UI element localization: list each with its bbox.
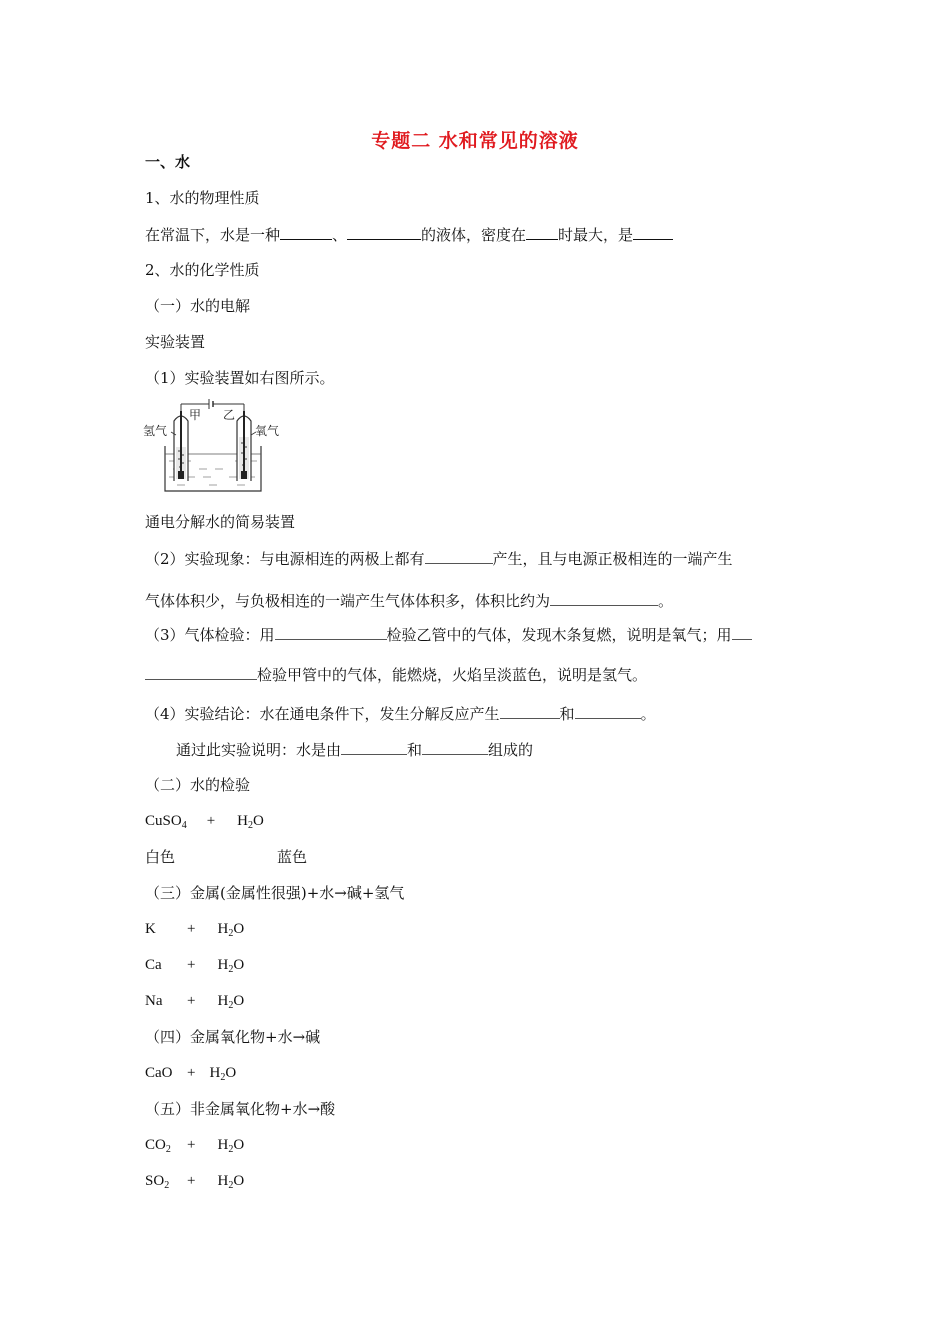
blank[interactable] bbox=[633, 224, 673, 240]
part-metal-oxide: （四）金属氧化物+水→碱 bbox=[145, 1028, 321, 1046]
step-3-line2 bbox=[145, 664, 647, 685]
subscript: 2 bbox=[228, 928, 234, 939]
label-yi: 乙 bbox=[223, 408, 236, 422]
cao-equation bbox=[145, 1063, 236, 1083]
part-electrolysis: （一）水的电解 bbox=[145, 297, 251, 315]
formula bbox=[145, 1171, 187, 1191]
blank[interactable] bbox=[422, 739, 488, 755]
text: 在常温下，水是一种 bbox=[145, 226, 281, 244]
formula-main: SO bbox=[145, 1173, 165, 1189]
blank[interactable] bbox=[732, 624, 752, 640]
subscript: 2 bbox=[228, 1000, 234, 1011]
setup-heading: 实验装置 bbox=[145, 333, 206, 351]
blue-label: 蓝色 bbox=[277, 848, 308, 866]
metal: K bbox=[145, 921, 156, 937]
formula: H bbox=[237, 813, 248, 829]
text: 检验乙管中的气体，发现木条复燃，说明是氧气；用 bbox=[386, 626, 732, 644]
subscript: 2 bbox=[228, 1180, 234, 1191]
blank[interactable] bbox=[550, 590, 658, 606]
text: 。 bbox=[640, 705, 656, 723]
text: （2）实验现象：与电源相连的两极上都有 bbox=[145, 550, 425, 568]
text: 产生，且与电源正极相连的一端产生 bbox=[492, 550, 733, 568]
formula: O bbox=[233, 1137, 245, 1153]
text: 气体体积少，与负极相连的一端产生气体体积多，体积比约为 bbox=[145, 592, 551, 610]
plus: + bbox=[187, 957, 196, 973]
k-equation bbox=[145, 919, 244, 939]
co2-equation bbox=[145, 1135, 244, 1155]
formula: O bbox=[233, 993, 245, 1009]
formula: O bbox=[253, 813, 264, 829]
blank[interactable] bbox=[341, 739, 407, 755]
text: （3）气体检验：用 bbox=[145, 626, 275, 644]
electrolysis-diagram bbox=[143, 399, 283, 495]
formula: O bbox=[233, 957, 245, 973]
section-heading-water: 一、水 bbox=[145, 153, 191, 171]
formula: H bbox=[217, 1137, 229, 1153]
formula: H bbox=[217, 993, 229, 1009]
label-hydrogen: 氢气 bbox=[143, 424, 168, 438]
subscript: 4 bbox=[181, 820, 187, 831]
formula bbox=[145, 1135, 187, 1155]
blank[interactable] bbox=[425, 548, 493, 564]
blank[interactable] bbox=[275, 624, 387, 640]
formula: O bbox=[233, 1173, 245, 1189]
blank[interactable] bbox=[500, 703, 560, 719]
subscript: 2 bbox=[165, 1144, 171, 1155]
subscript: 2 bbox=[220, 1072, 226, 1083]
physical-properties-line bbox=[145, 224, 673, 245]
subheading-chemical: 2、水的化学性质 bbox=[145, 261, 260, 279]
subscript: 2 bbox=[248, 820, 253, 831]
plus: + bbox=[187, 1137, 196, 1153]
plus: + bbox=[187, 993, 196, 1009]
page-title: 专题二 水和常见的溶液 bbox=[371, 130, 579, 152]
step-2-line1 bbox=[145, 548, 733, 569]
label-oxygen: 氧气 bbox=[255, 424, 280, 438]
subscript: 2 bbox=[228, 964, 234, 975]
text: 时最大，是 bbox=[558, 226, 634, 244]
so2-equation bbox=[145, 1171, 244, 1191]
step-1: （1）实验装置如右图所示。 bbox=[145, 369, 335, 387]
metal: Ca bbox=[145, 957, 162, 973]
formula: H bbox=[217, 921, 229, 937]
ca-equation bbox=[145, 955, 244, 975]
formula: H bbox=[209, 1065, 221, 1081]
white-label: 白色 bbox=[145, 848, 176, 866]
blank[interactable] bbox=[575, 703, 641, 719]
step-2-line2 bbox=[145, 590, 673, 611]
text: 通过此实验说明：水是由 bbox=[176, 741, 342, 759]
subscript: 2 bbox=[164, 1180, 170, 1191]
blank[interactable] bbox=[280, 224, 332, 240]
text: 。 bbox=[658, 592, 674, 610]
plus: + bbox=[187, 921, 196, 937]
part-nonmetal-oxide: （五）非金属氧化物+水→酸 bbox=[145, 1100, 336, 1118]
formula: H bbox=[217, 957, 229, 973]
na-equation bbox=[145, 991, 244, 1011]
subscript: 2 bbox=[228, 1144, 234, 1155]
formula: CuSO bbox=[145, 813, 182, 829]
label-jia: 甲 bbox=[189, 408, 202, 422]
text: 的液体，密度在 bbox=[421, 226, 527, 244]
text: 和 bbox=[407, 741, 423, 759]
part-metal-water: （三）金属(金属性很强)+水→碱+氢气 bbox=[145, 884, 405, 902]
blank[interactable] bbox=[145, 664, 257, 680]
text: 组成的 bbox=[488, 741, 534, 759]
formula: H bbox=[217, 1173, 229, 1189]
formula: O bbox=[233, 921, 245, 937]
formula: CaO bbox=[145, 1065, 173, 1081]
step-4 bbox=[145, 703, 656, 724]
step-3-line1 bbox=[145, 624, 752, 645]
plus: + bbox=[187, 1065, 196, 1081]
formula: O bbox=[225, 1065, 237, 1081]
plus: + bbox=[187, 1173, 196, 1189]
text: 、 bbox=[332, 226, 348, 244]
step-4b bbox=[176, 739, 533, 760]
subheading-physical: 1、水的物理性质 bbox=[145, 189, 260, 207]
text: （4）实验结论：水在通电条件下，发生分解反应产生 bbox=[145, 705, 500, 723]
diagram-caption: 通电分解水的简易装置 bbox=[145, 513, 296, 531]
metal: Na bbox=[145, 993, 163, 1009]
cuso4-equation bbox=[145, 811, 264, 831]
blank[interactable] bbox=[526, 224, 558, 240]
electrolysis-diagram-svg bbox=[143, 399, 283, 495]
plus: + bbox=[206, 813, 216, 829]
formula-main: CO bbox=[145, 1137, 166, 1153]
color-labels bbox=[145, 847, 307, 867]
text: 和 bbox=[559, 705, 575, 723]
part-water-test: （二）水的检验 bbox=[145, 776, 251, 794]
blank[interactable] bbox=[347, 224, 421, 240]
text: 检验甲管中的气体，能燃烧，火焰呈淡蓝色，说明是氢气。 bbox=[257, 666, 648, 684]
